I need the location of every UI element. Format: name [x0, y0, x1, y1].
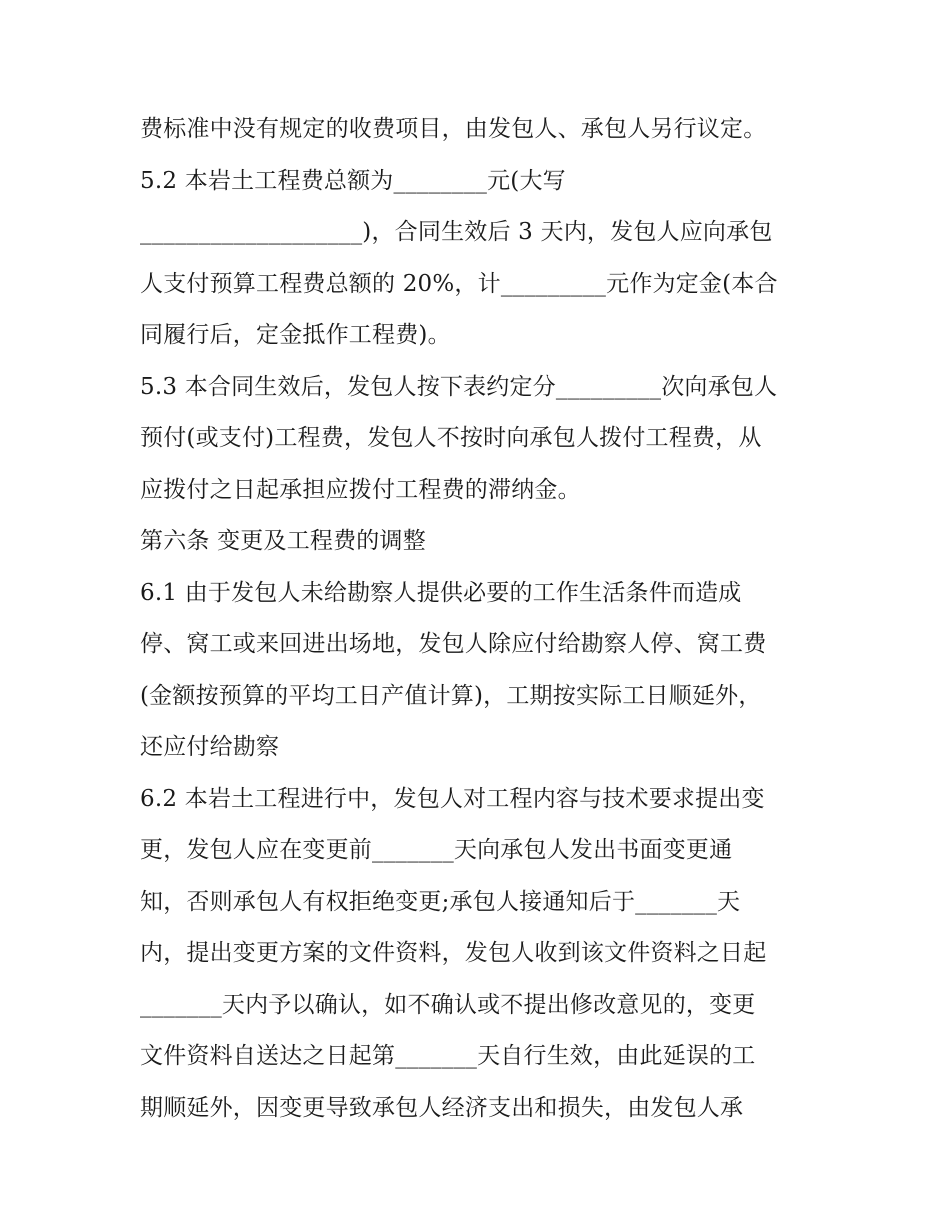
section-heading: 第六条 变更及工程费的调整	[140, 528, 426, 554]
text-line: 5.2 本岩土工程费总额为________元(大写	[140, 167, 566, 194]
text-line: 内，提出变更方案的文件资料，发包人收到该文件资料之日起	[140, 940, 767, 966]
text-line: 6.2 本岩土工程进行中，发包人对工程内容与技术要求提出变	[140, 785, 765, 812]
text-line: 6.1 由于发包人未给勘察人提供必要的工作生活条件而造成	[140, 579, 742, 606]
text-line: 期顺延外，因变更导致承包人经济支出和损失，由发包人承	[140, 1094, 744, 1121]
text-line: ___________________)，合同生效后 3 天内，发包人应向承包	[140, 219, 773, 245]
text-line: 费标准中没有规定的收费项目，由发包人、承包人另行议定。	[140, 116, 767, 142]
text-line: 应拨付之日起承担应拨付工程费的滞纳金。	[140, 476, 581, 503]
text-line: 知，否则承包人有权拒绝变更;承包人接通知后于_______天	[140, 888, 741, 915]
text-line: 还应付给勘察	[140, 734, 280, 760]
text-line: 更，发包人应在变更前_______天向承包人发出书面变更通	[140, 837, 733, 863]
text-line: 5.3 本合同生效后，发包人按下表约定分_________次向承包人	[140, 373, 778, 400]
text-line: 停、窝工或来回进出场地，发包人除应付给勘察人停、窝工费	[140, 631, 767, 657]
text-line: 同履行后，定金抵作工程费)。	[140, 322, 451, 348]
text-line: 文件资料自送达之日起第_______天自行生效，由此延误的工	[140, 1043, 756, 1069]
text-line: 预付(或支付)工程费，发包人不按时向承包人拨付工程费，从	[140, 425, 762, 451]
text-line: 人支付预算工程费总额的 20%，计_________元作为定金(本合	[140, 270, 778, 297]
document-body	[140, 104, 830, 1134]
text-line: (金额按预算的平均工日产值计算)，工期按实际工日顺延外，	[140, 682, 762, 709]
text-line: _______天内予以确认，如不确认或不提出修改意见的，变更	[140, 991, 756, 1018]
